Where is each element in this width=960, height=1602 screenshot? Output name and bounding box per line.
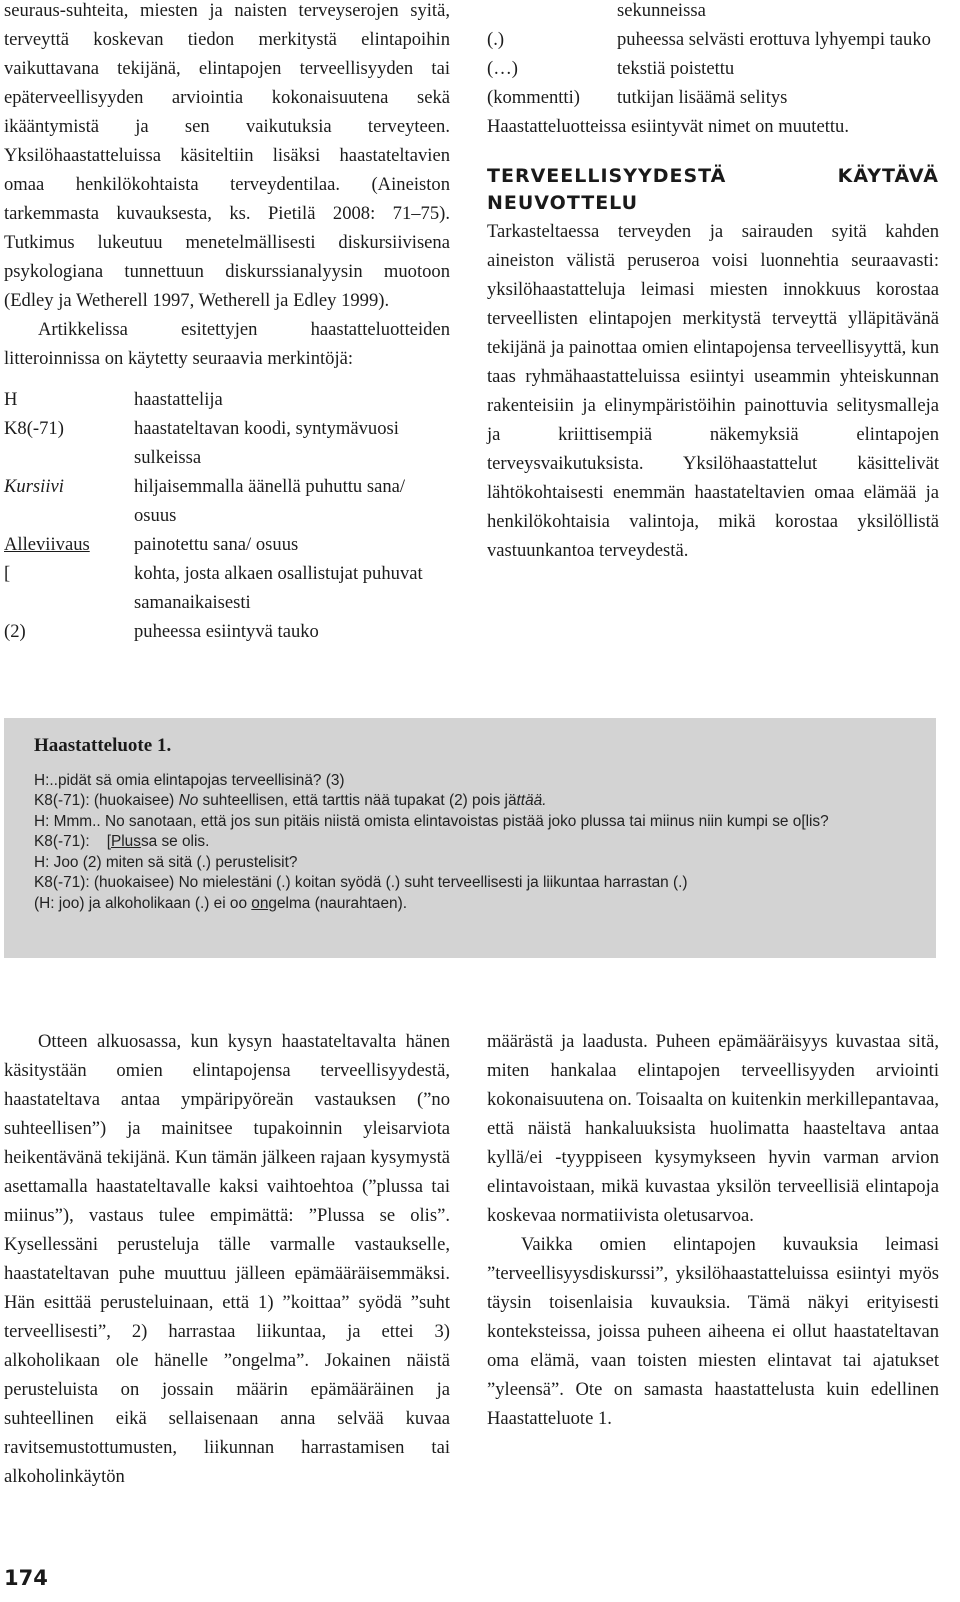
legend-value: puheessa esiintyvä tauko [134, 621, 319, 642]
legend-key: (…) [487, 58, 518, 79]
transcript-line: K8(-71): (huokaisee) No suhteellisen, että tarttis nää tupakat (2) pois jättää. [34, 792, 547, 809]
transcript-line: (H: joo) ja alkoholikaan (.) ei oo ongelma (naurahtaen). [34, 894, 408, 912]
body-paragraph: Artikkelissa esitettyjen haastatteluotteiden litteroinnissa on käytetty seuraavia merkintöjä: [4, 319, 450, 369]
body-paragraph: Tarkasteltaessa terveyden ja sairauden syitä kahden aineiston välistä peruseroa voisi luonnehtia seuraavasti: yksilöhaastatteluja leimasi miesten innokkuus korostaa terveellisten elintapojen merkitystä terveyttä ylläpitävänä tekijänä ja painottaa omien elintapojensa terveellisyyttä, kun taas ryhmähaastatteluissa esiintyi useammin yhteiskunnan rakenteisiin ja elinympäristöihin painottuvia selitysmalleja ja kriittisempiä näkemyksiä elintapojen terveysvaikutuksista. Yksilöhaastattelut käsittelivät lähtökohtaisesti enemmän haastateltavien omaa elämää ja henkilökohtaisia valintoja, mikä korostaa yksilöllistä vastuunkantoa terveydestä. [487, 221, 939, 561]
legend-key: (kommentti) [487, 87, 580, 108]
bottom-right-column [487, 1027, 939, 1433]
legend-value: haastateltavan koodi, syntymävuosi sulkeissa [134, 418, 399, 468]
legend-value: kohta, josta alkaen osallistujat puhuvat samanaikaisesti [134, 563, 423, 613]
excerpt-title: Haastatteluote 1. [34, 735, 172, 756]
transcript-line: H: Mmm.. No sanotaan, että jos sun pitäis niistä omista elintavoistas pistää joko plussa tai miinus niin kumpi se o[lis? [34, 812, 829, 830]
body-paragraph: Vaikka omien elintapojen kuvauksia leimasi ”terveellisyysdiskurssi”, yksilöhaastatteluissa esiintyi myös täysin toisenlaisia kuvauksia. Tämä näkyi erityisesti konteksteissa, joissa puheen aiheena ei ollut haastateltavan oma elämä, vaan toisten miesten elintavat tai ajatukset ”yleensä”. Ote on samasta haastattelusta kuin edellinen Haastatteluote 1. [487, 1234, 939, 1429]
legend-key: H [4, 389, 18, 410]
body-paragraph: seuraus-suhteita, miesten ja naisten terveyserojen syitä, terveyttä koskevan tiedon merkitystä elintapoihin vaikuttavana tekijänä, elintapojen terveellisyyden tai epäterveellisyyden arviointia kokonaisuutena sekä ikääntymistä ja sen vaikutuksia terveyteen. Yksilöhaastatteluissa käsiteltiin lisäksi haastateltavien omaa henkilökohtaista terveydentilaa. (Aineiston tarkemmasta kuvauksesta, ks. Pietilä 2008: 71–75). Tutkimus lukeutuu menetelmällisesti diskursiivisena psykologiana tunnettuun diskurssianalyysin muotoon (Edley ja Wetherell 1997, Wetherell ja Edley 1999). [4, 0, 450, 311]
top-left-column [4, 0, 450, 646]
transcript-line: K8(-71): (huokaisee) No mielestäni (.) koitan syödä (.) suht terveellisesti ja liikuntaa harrastan (.) [34, 874, 688, 891]
legend-key: Kursiivi [4, 476, 64, 497]
transcript-line: H:..pidät sä omia elintapojas terveellisinä? (3) [34, 771, 345, 789]
page-number: 174 [4, 1566, 48, 1590]
legend-key: [ [4, 563, 11, 584]
legend-value: hiljaisemmalla äänellä puhuttu sana/ osuus [134, 476, 406, 526]
legend-value: tutkijan lisäämä selitys [617, 87, 788, 108]
transcription-legend-continued [487, 0, 939, 112]
top-right-column [487, 0, 939, 565]
legend-key: K8(-71) [4, 418, 64, 439]
legend-value: painotettu sana/ osuus [134, 534, 299, 555]
transcript-line: K8(-71): [Plussa se olis. [34, 833, 210, 850]
names-note: Haastatteluotteissa esiintyvät nimet on muutettu. [487, 116, 849, 137]
legend-value: sekunneissa [617, 0, 706, 21]
legend-key: (.) [487, 29, 505, 50]
bottom-left-column [4, 1027, 450, 1491]
legend-value: tekstiä poistettu [617, 58, 735, 79]
body-paragraph: määrästä ja laadusta. Puheen epämääräisyys kuvastaa sitä, miten hankalaa elintapojen terveellisyyden arviointi kokonaisuutena on. Toisaalta on kuitenkin merkillepantavaa, että näistä hankaluuksista huolimatta haasteltava antaa kyllä/ei -tyyppiseen kysymykseen hyvin varman arvion elintavoistaan, mikä kuvastaa yksilön terveellisiä elintapoja koskevaa normatiivista oletusarvoa. [487, 1031, 939, 1226]
legend-key: (2) [4, 621, 26, 642]
transcript-line: H: Joo (2) miten sä sitä (.) perustelisit? [34, 853, 298, 871]
legend-key [487, 0, 617, 25]
legend-value: haastattelija [134, 389, 223, 410]
section-heading: TERVEELLISYYDESTÄ KÄYTÄVÄ NEUVOTTELU [487, 165, 939, 214]
body-paragraph: Otteen alkuosassa, kun kysyn haastateltavalta hänen käsitystään omien elintapojensa terveellisyydestä, haastateltava antaa ympäripyöreän vastauksen (”no suhteellisen”) ja mainitsee tupakoinnin yleisarviota heikentävänä tekijänä. Kun tämän jälkeen rajaan kysymystä asettamalla haastateltavalle kaksi vaihtoehtoa (”plussa tai miinus”), vastaus tulee empimättä: ”Plussa se olis”. Kysellessäni perusteluja tälle varmalle vastaukselle, haastateltavan puhe muuttuu jälleen epämääräisemmäksi. Hän esittää perusteluinaan, että 1) ”koittaa” syödä ”suht terveellisesti”, 2) harrastaa liikuntaa, ja ettei 3) alkoholikaan ole hänelle ”ongelma”. Jokainen näistä perusteluista on jossain määrin epämääräinen ja suhteellinen eikä sellaisenaan anna selvää kuvaa ravitsemustottumusten, liikunnan harrastamisen tai alkoholinkäytön [4, 1031, 450, 1487]
legend-key: Alleviivaus [4, 534, 90, 555]
legend-value: puheessa selvästi erottuva lyhyempi tauko [617, 29, 931, 50]
transcription-legend [4, 385, 450, 646]
interview-excerpt-box [4, 718, 936, 958]
